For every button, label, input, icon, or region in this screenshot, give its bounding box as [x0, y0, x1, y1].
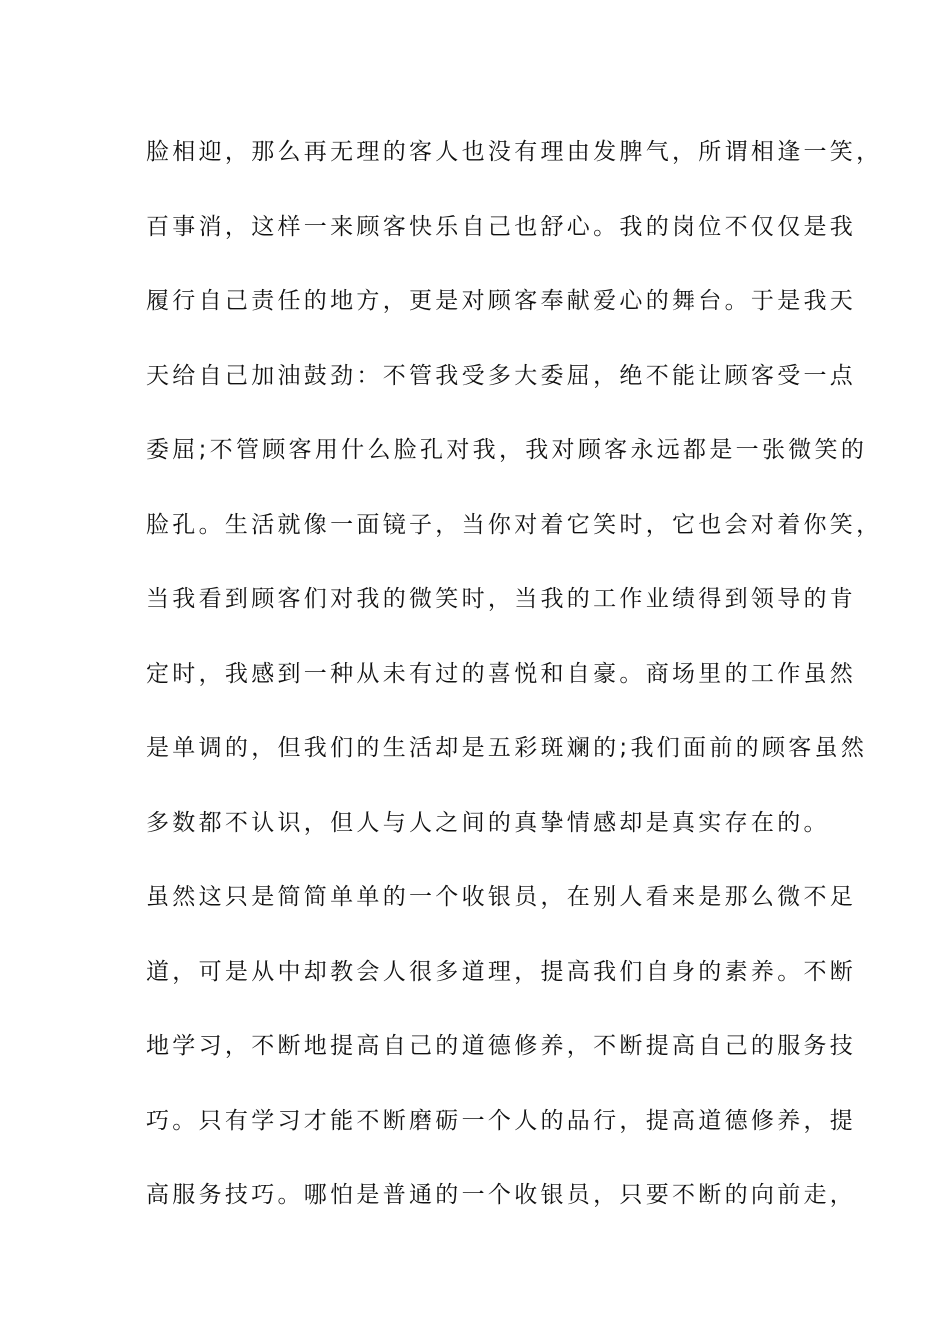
text-line: 是单调的，但我们的生活却是五彩斑斓的;我们面前的顾客虽然: [146, 735, 868, 761]
text-line: 高服务技巧。哪怕是普通的一个收银员，只要不断的向前走，: [146, 1182, 857, 1208]
text-line: 履行自己责任的地方，更是对顾客奉献爱心的舞台。于是我天: [146, 288, 857, 314]
text-line: 委屈;不管顾客用什么脸孔对我，我对顾客永远都是一张微笑的: [146, 437, 868, 463]
text-line: 道，可是从中却教会人很多道理，提高我们自身的素养。不断: [146, 958, 857, 985]
text-line: 天给自己加油鼓劲：不管我受多大委屈，绝不能让顾客受一点: [146, 362, 857, 389]
text-line: 多数都不认识，但人与人之间的真挚情感却是真实存在的。: [146, 809, 830, 836]
text-line: 当我看到顾客们对我的微笑时，当我的工作业绩得到领导的肯: [146, 586, 857, 612]
text-line: 地学习，不断地提高自己的道德修养，不断提高自己的服务技: [146, 1033, 857, 1059]
text-line: 脸孔。生活就像一面镜子，当你对着它笑时，它也会对着你笑，: [146, 511, 883, 538]
text-line: 巧。只有学习才能不断磨砺一个人的品行，提高道德修养，提: [146, 1107, 857, 1134]
document-body: [146, 128, 883, 1246]
text-line: 脸相迎，那么再无理的客人也没有理由发脾气，所谓相逢一笑，: [146, 139, 883, 165]
text-line: 定时，我感到一种从未有过的喜悦和自豪。商场里的工作虽然: [146, 660, 857, 687]
text-line: 虽然这只是简简单单的一个收银员，在别人看来是那么微不足: [146, 884, 857, 910]
text-line: 百事消，这样一来顾客快乐自己也舒心。我的岗位不仅仅是我: [146, 213, 857, 240]
